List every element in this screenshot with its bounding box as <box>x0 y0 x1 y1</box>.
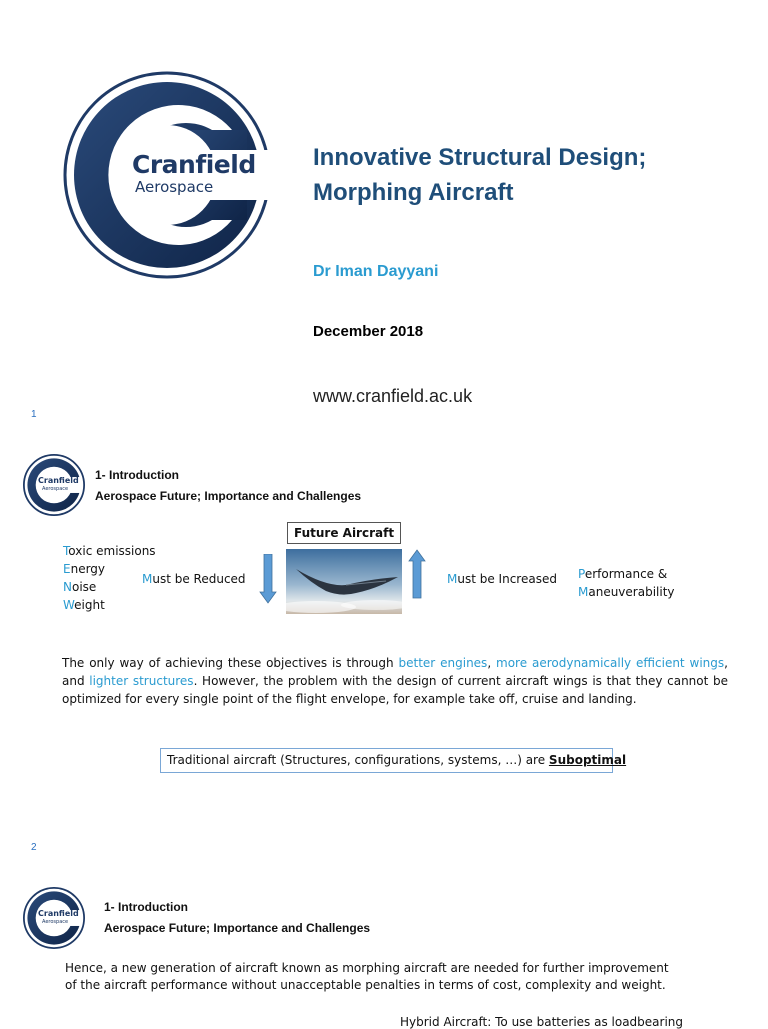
objectives-paragraph: The only way of achieving these objectives is through better engines, more aerodynamically efficient wings, and lighter structures. However, the problem with the design of current aircraft wings is that they cannot be optimized for every single point of the flight envelope, for example take off, cruise and landing. <box>62 656 729 706</box>
suboptimal-callout: Traditional aircraft (Structures, configurations, systems, …) are Suboptimal <box>160 748 613 773</box>
reduce-item: Toxic emissions <box>63 544 156 558</box>
deck-title-line-1: Innovative Structural Design; <box>313 144 647 171</box>
deck-title-line-2: Morphing Aircraft <box>313 179 514 206</box>
cranfield-logo-small-2 <box>23 887 85 949</box>
increase-item: Maneuverability <box>578 585 675 599</box>
arrow-up-icon <box>408 549 426 599</box>
logo-name-small: Cranfield <box>38 476 79 485</box>
logo-sub-small: Aerospace <box>42 486 69 492</box>
logo-name-large: Cranfield <box>132 150 256 179</box>
future-aircraft-label: Future Aircraft <box>287 522 401 544</box>
aircraft-image <box>286 549 402 614</box>
section-subtitle: Aerospace Future; Importance and Challenges <box>95 489 362 503</box>
cranfield-logo-small <box>23 454 85 516</box>
arrow-down-icon <box>259 554 277 604</box>
morphing-paragraph-line-1: Hence, a new generation of aircraft known as morphing aircraft are needed for further improvement <box>65 961 669 975</box>
morphing-paragraph-line-2: of the aircraft performance without unacceptable penalties in terms of cost, complexity and weight. <box>65 978 666 992</box>
must-be-increased-label: Must be Increased <box>447 572 557 586</box>
reduce-item: Noise <box>63 580 97 594</box>
logo-sub-large: Aerospace <box>135 178 214 196</box>
page-number-1: 1 <box>31 409 37 420</box>
logo-name-small-2: Cranfield <box>38 909 79 918</box>
increase-list <box>578 565 675 601</box>
reduce-item: Weight <box>63 598 105 612</box>
logo-sub-small-2: Aerospace <box>42 919 69 925</box>
page-number-2: 2 <box>31 842 37 853</box>
author: Dr Iman Dayyani <box>313 263 439 280</box>
section-title-2: 1- Introduction <box>104 900 188 914</box>
must-be-reduced-label: Must be Reduced <box>142 572 246 586</box>
section-title: 1- Introduction <box>95 468 179 482</box>
presentation-date: December 2018 <box>313 323 424 340</box>
hybrid-aircraft-text: Hybrid Aircraft: To use batteries as loadbearing <box>400 1015 684 1029</box>
increase-item: Performance & <box>578 567 668 581</box>
website-url[interactable]: www.cranfield.ac.uk <box>313 386 473 406</box>
section-subtitle-2: Aerospace Future; Importance and Challenges <box>104 921 371 935</box>
reduce-item: Energy <box>63 562 106 576</box>
